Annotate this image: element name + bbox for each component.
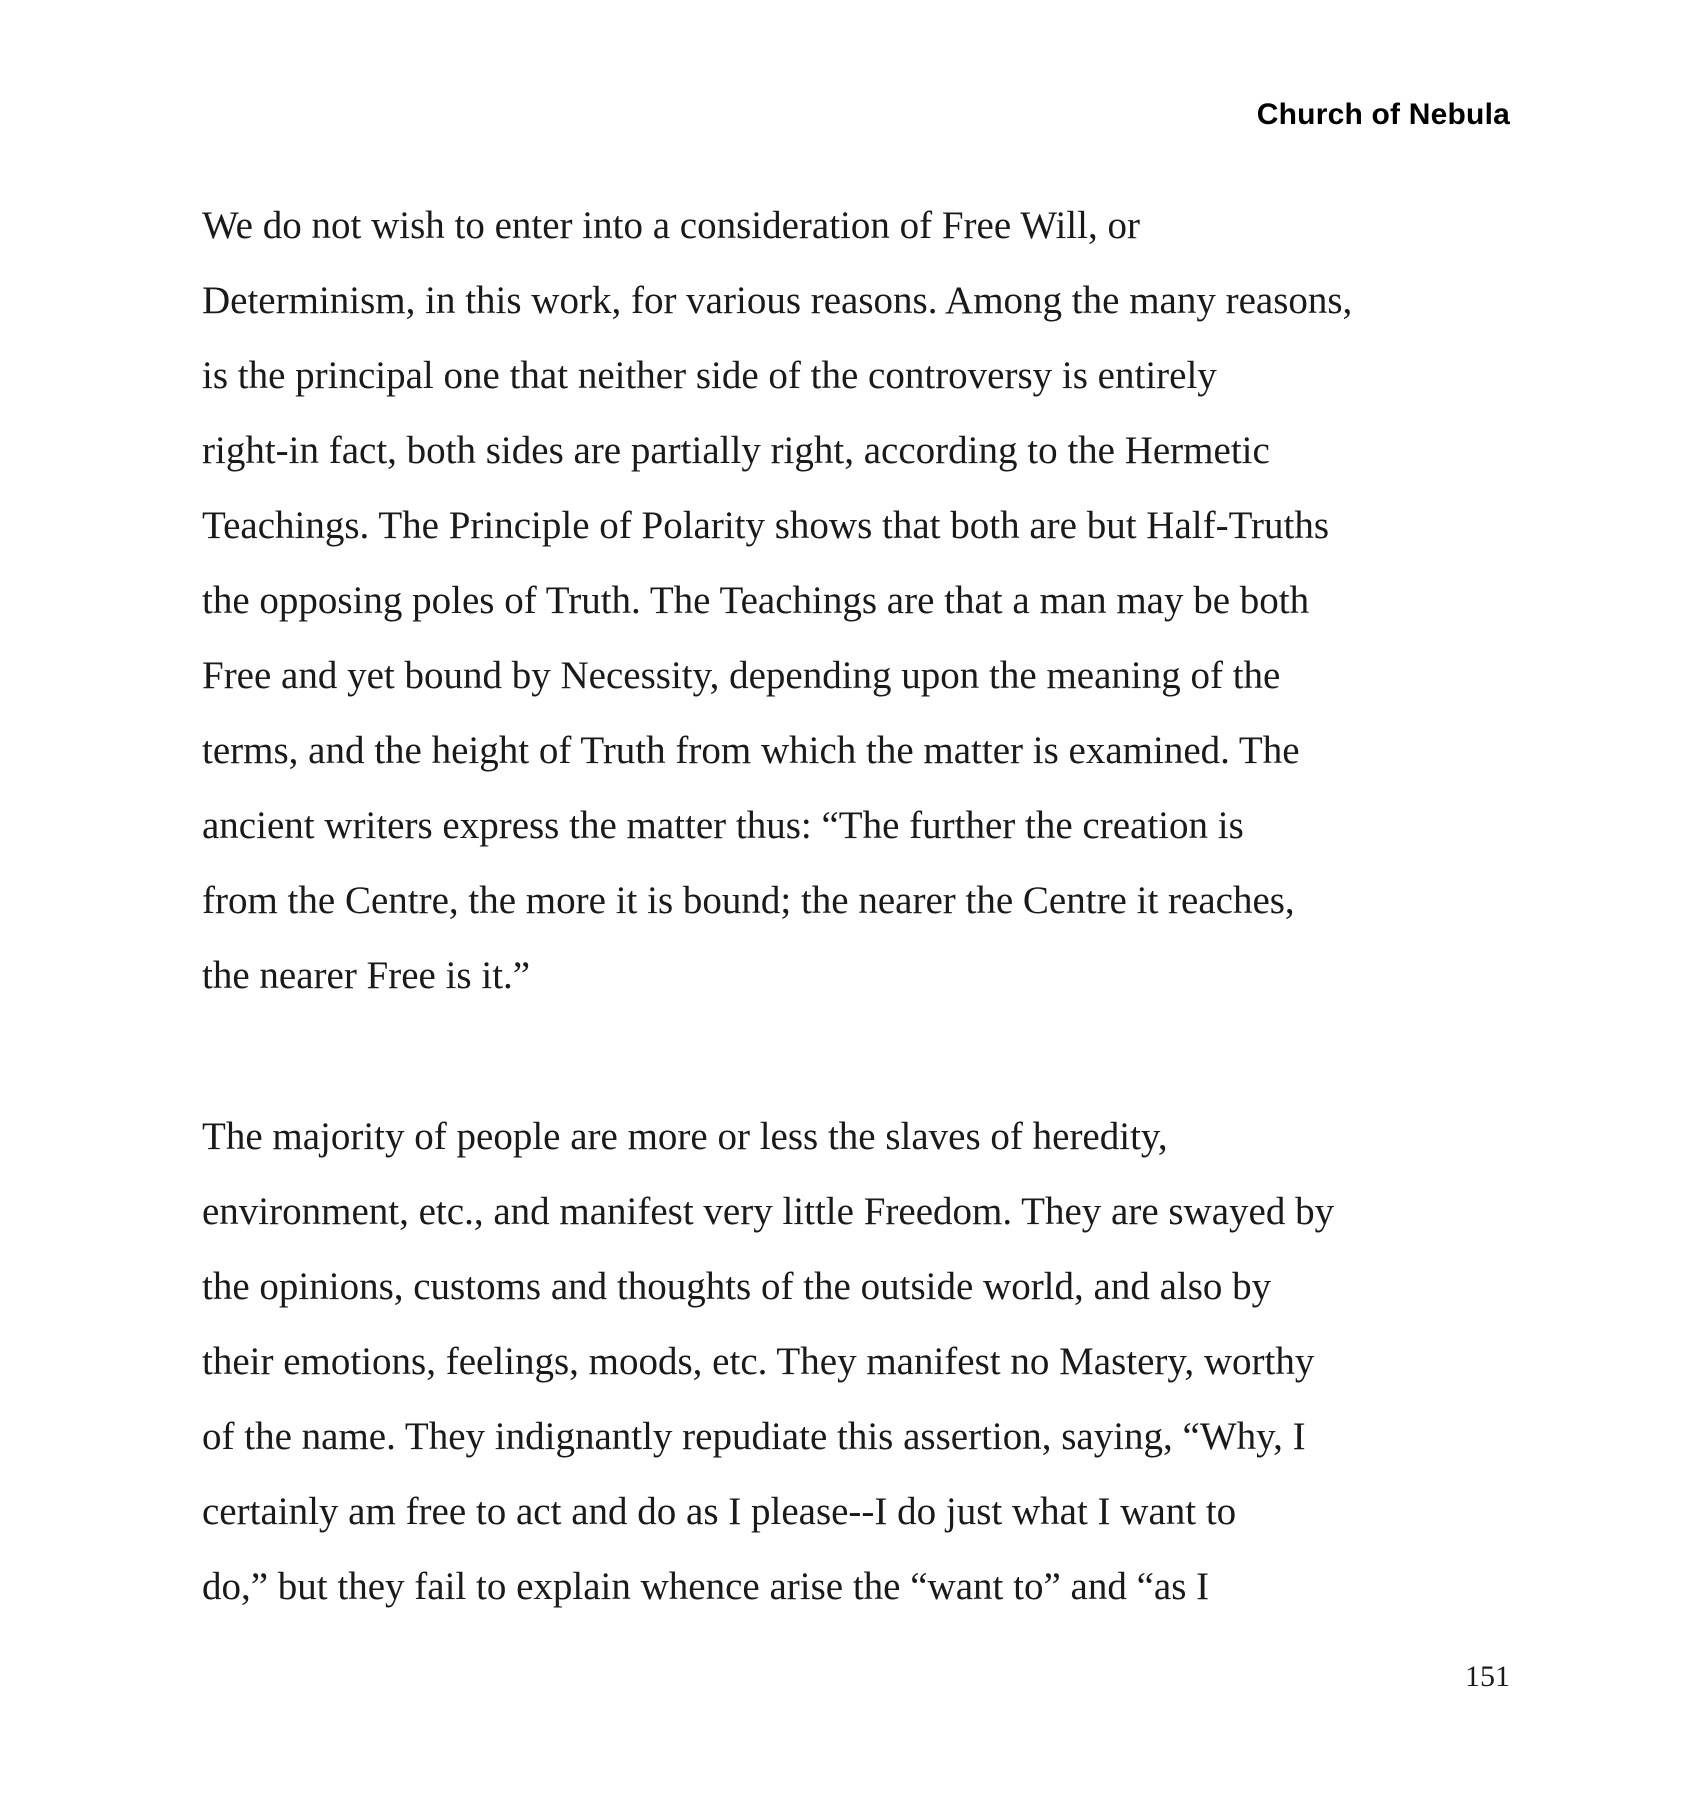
text-line: right-in fact, both sides are partially right, according to the Hermetic — [202, 429, 1270, 472]
paragraph-2 — [202, 1099, 1532, 1624]
text-line: the nearer Free is it.” — [202, 954, 531, 997]
text-line: the opinions, customs and thoughts of the outside world, and also by — [202, 1265, 1272, 1308]
text-line: environment, etc., and manifest very little Freedom. They are swayed by — [202, 1190, 1335, 1233]
text-line: We do not wish to enter into a consideration of Free Will, or — [202, 204, 1140, 247]
text-line: ancient writers express the matter thus: “The further the creation is — [202, 804, 1244, 847]
text-line: their emotions, feelings, moods, etc. They manifest no Mastery, worthy — [202, 1340, 1315, 1383]
text-line: is the principal one that neither side of the controversy is entirely — [202, 354, 1217, 397]
page-number: 151 — [1465, 1660, 1510, 1693]
paragraph-1 — [202, 188, 1532, 1013]
text-line: Teachings. The Principle of Polarity shows that both are but Half-Truths — [202, 504, 1330, 547]
body-text — [202, 188, 1532, 1624]
text-line: the opposing poles of Truth. The Teachings are that a man may be both — [202, 579, 1310, 622]
text-line: do,” but they fail to explain whence arise the “want to” and “as I — [202, 1565, 1210, 1608]
text-line: certainly am free to act and do as I please--I do just what I want to — [202, 1490, 1237, 1533]
text-line: of the name. They indignantly repudiate this assertion, saying, “Why, I — [202, 1415, 1306, 1458]
text-line: from the Centre, the more it is bound; the nearer the Centre it reaches, — [202, 879, 1295, 922]
text-line: The majority of people are more or less the slaves of heredity, — [202, 1115, 1168, 1158]
text-line: Determinism, in this work, for various reasons. Among the many reasons, — [202, 279, 1353, 322]
text-line: terms, and the height of Truth from which the matter is examined. The — [202, 729, 1300, 772]
running-header: Church of Nebula — [1256, 98, 1510, 131]
text-line: Free and yet bound by Necessity, depending upon the meaning of the — [202, 654, 1281, 697]
